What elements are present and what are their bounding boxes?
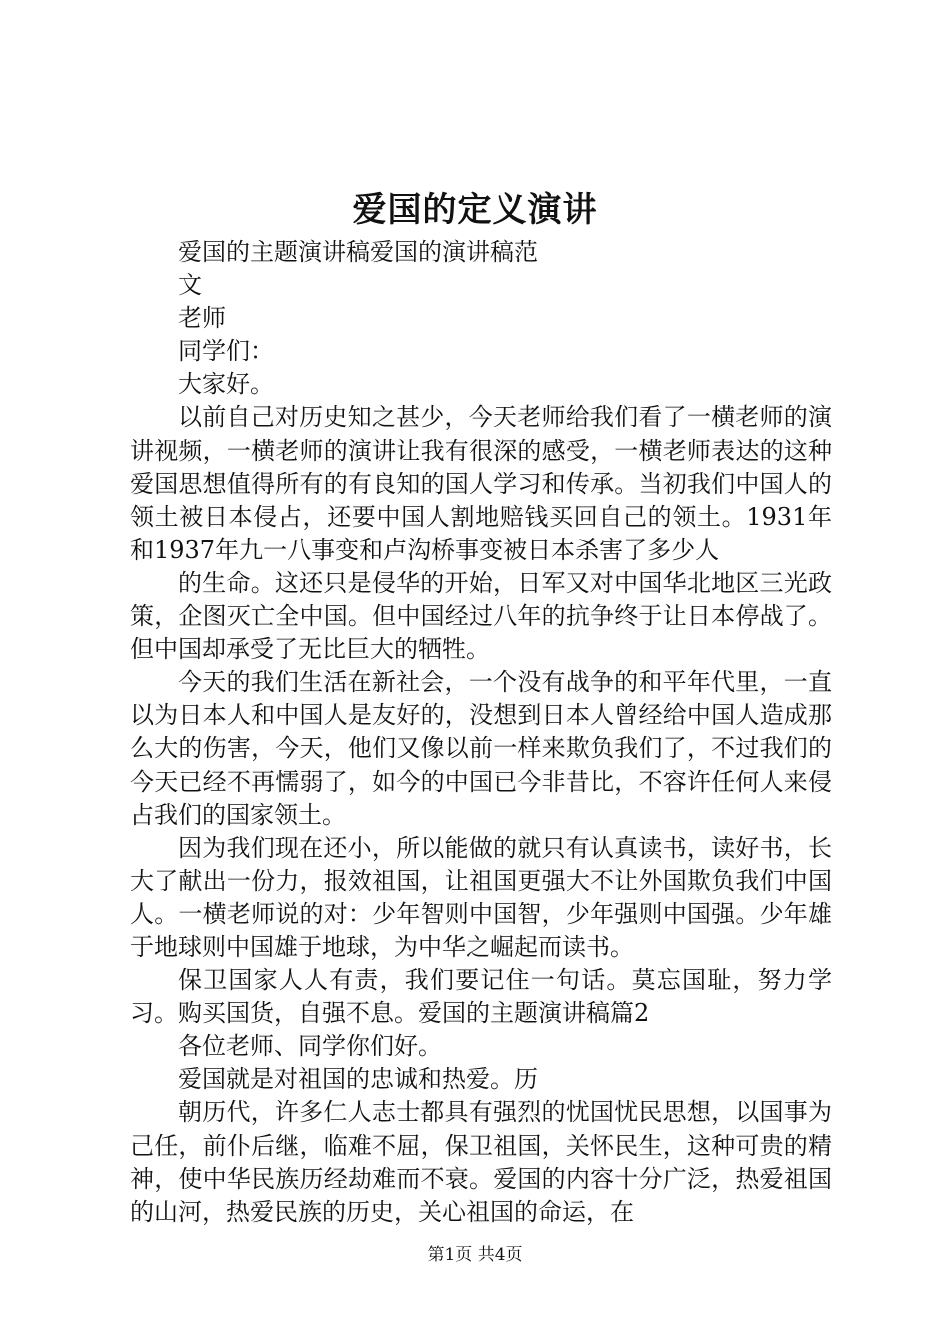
- paragraph: 爱国就是对祖国的忠诚和热爱。历: [178, 1065, 538, 1094]
- document-title: 爱国的定义演讲: [352, 190, 598, 230]
- paragraph: 因为我们现在还小，所以能做的就只有认真读书，读好书，长大了献出一份力，报效祖国，让祖国更强大不让外国欺负我们中国人。一横老师说的对：少年智则中国智，少年强则中国强。少年雄于地球则中国雄于地球，为中华之崛起而读书。: [130, 833, 832, 961]
- paragraph: 老师: [178, 304, 226, 333]
- paragraph: 文: [178, 271, 202, 300]
- page-number-footer: 第1页 共4页: [427, 1245, 523, 1265]
- paragraph: 大家好。: [178, 370, 274, 399]
- paragraph: 爱国的主题演讲稿爱国的演讲稿范: [178, 238, 538, 266]
- paragraph: 保卫国家人人有责，我们要记住一句话。莫忘国耻，努力学习。购买国货，自强不息。爱国的主题演讲稿篇2: [130, 966, 832, 1028]
- paragraph: 朝历代，许多仁人志士都具有强烈的忧国忧民思想，以国事为己任，前仆后继，临难不屈，保卫祖国，关怀民生，这种可贵的精神，使中华民族历经劫难而不衰。爱国的内容十分广泛，热爱祖国的山河，热爱民族的历史，关心祖国的命运，在: [130, 1098, 832, 1226]
- paragraph: 的生命。这还只是侵华的开始，日军又对中国华北地区三光政策，企图灭亡全中国。但中国经过八年的抗争终于让日本停战了。但中国却承受了无比巨大的牺牲。: [130, 568, 832, 664]
- document-body: [130, 236, 832, 1229]
- paragraph: 今天的我们生活在新社会，一个没有战争的和平年代里，一直以为日本人和中国人是友好的，没想到日本人曾经给中国人造成那么大的伤害，今天，他们又像以前一样来欺负我们了，不过我们的今天已经不再懦弱了，如今的中国已今非昔比，不容许任何人来侵占我们的国家领土。: [130, 668, 832, 829]
- paragraph: 各位老师、同学你们好。: [178, 1032, 442, 1061]
- paragraph: 以前自己对历史知之甚少，今天老师给我们看了一横老师的演讲视频，一横老师的演讲让我有很深的感受，一横老师表达的这种爱国思想值得所有的有良知的国人学习和传承。当初我们中国人的领土被日本侵占，还要中国人割地赔钱买回自己的领土。1931年和1937年九一八事变和卢沟桥事变被日本杀害了多少人: [130, 403, 832, 564]
- paragraph: 同学们：: [178, 337, 274, 366]
